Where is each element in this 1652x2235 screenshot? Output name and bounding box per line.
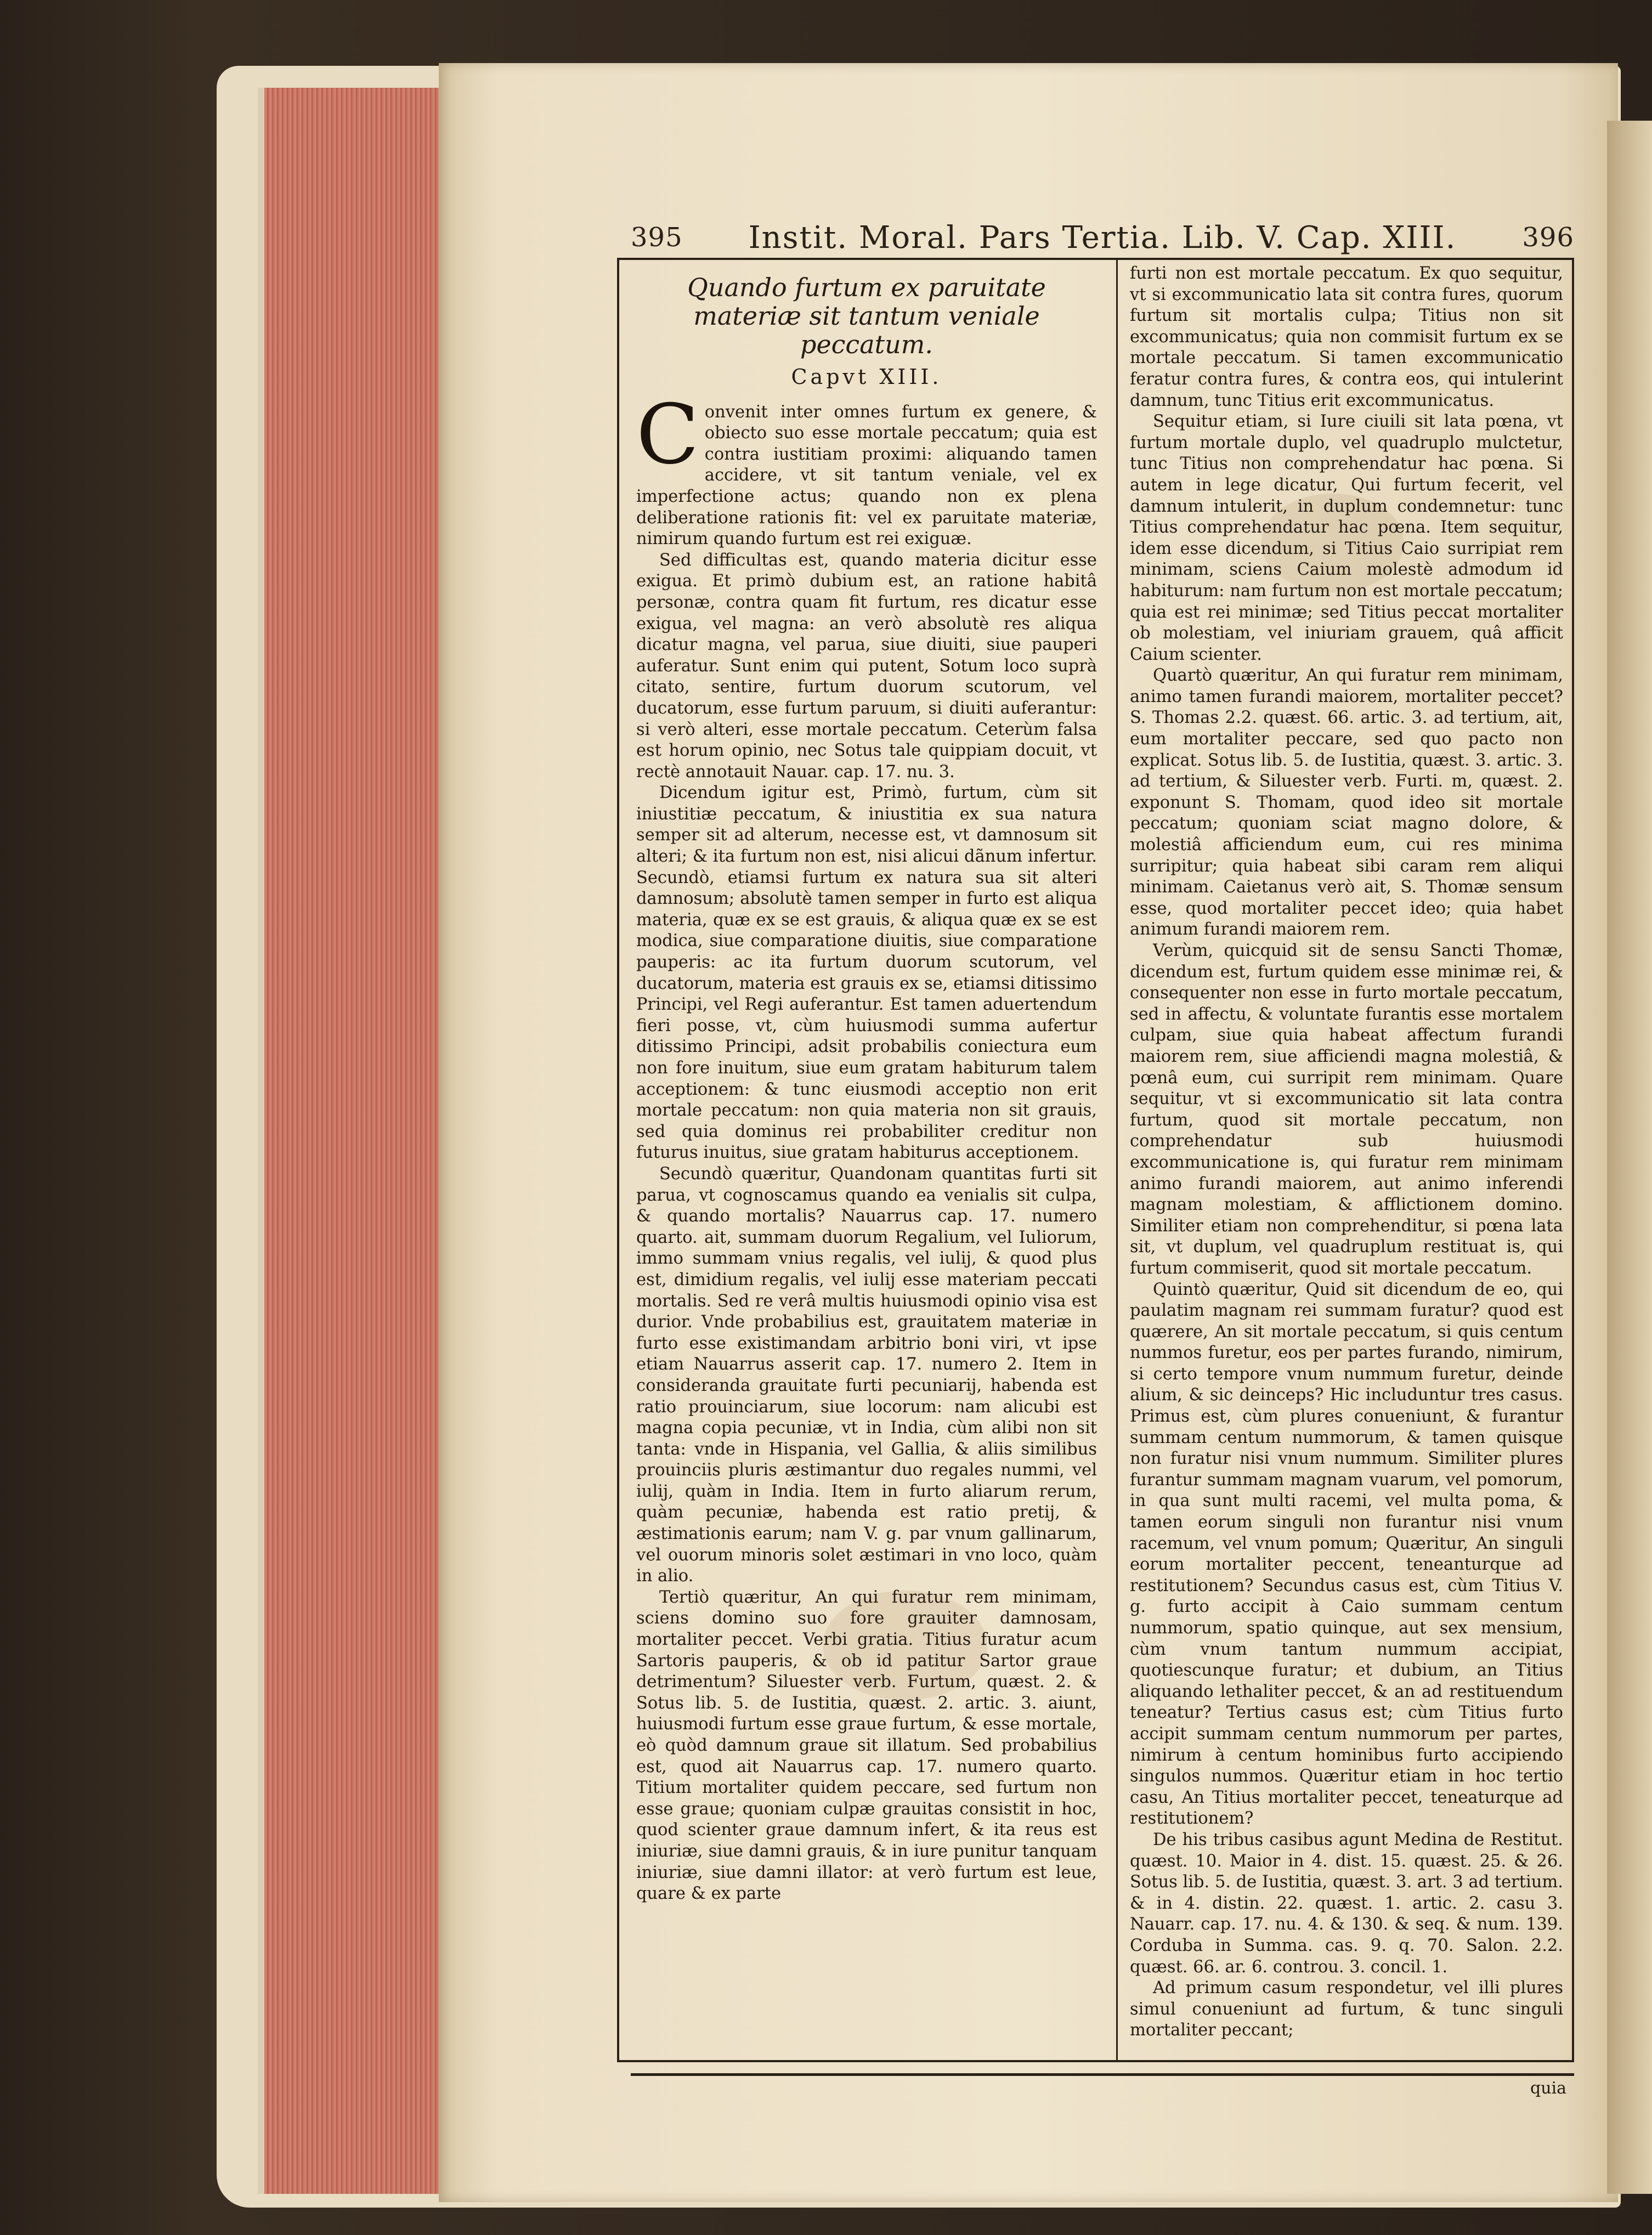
right-column xyxy=(1130,263,1563,2041)
opening-paragraph xyxy=(636,387,1097,550)
running-title: Instit. Moral. Pars Tertia. Lib. V. Cap. XIII. xyxy=(748,219,1457,256)
left-column xyxy=(636,263,1097,1905)
chapter-heading: Quando furtum ex paruitate materiæ sit tantum veniale peccatum. xyxy=(687,273,1046,359)
chapter-number: Capvt XIII. xyxy=(791,365,942,389)
paragraph: Secundò quæritur, Quandonam quantitas furti sit parua, vt cognoscamus quando ea venialis sit culpa, & quando mortalis? Nauarrus cap. 17. numero quarto. ait, summam duorum Regalium, vel Iuliorum, immo summam vnius regalis, vel iulij, & quod plus est, dimidium regalis, vel iulij esse materiam peccati mortalis. Sed re verâ multis huiusmodi opinio visa est durior. Vnde probabilius est, grauitatem materiæ in furto esse existimandam arbitrio boni viri, vt ipse etiam Nauarrus asserit cap. 17. numero 2. Item in consideranda grauitate furti pecuniarij, habenda est ratio prouinciarum, siue locorum: nam alicubi est magna copia pecuniæ, vt in India, cùm alibi non sit tanta: vnde in Hispania, vel Gallia, & aliis similibus prouinciis pluris æstimantur duo regales nummi, vel iulij, quàm in India. Item in furto aliarum rerum, quàm pecuniæ, habenda est ratio pretij, & æstimationis earum; nam V. g. par vnum gallinarum, vel ouorum minoris solet æstimari in vno loco, quàm in alio. xyxy=(636,1164,1097,1586)
column-divider xyxy=(1116,258,1118,2062)
left-page-number: 395 xyxy=(631,222,683,253)
paragraph: Quartò quæritur, An qui furatur rem minimam, animo tamen furandi maiorem, mortaliter peccet? S. Thomas 2.2. quæst. 66. artic. 3. ad tertium, ait, eum mortaliter peccare, sed quo pacto non explicat. Sotus lib. 5. de Iustitia, quæst. 3. artic. 3. ad tertium, & Siluester verb. Furti. m, quæst. 2. exponunt S. Thomam, quod ideo sit mortale peccatum; quoniam sciat magno dolore, & molestiâ afficiendum eum, cui res minima surripitur; quia habeat sibi caram rem aliqui minimam. Caietanus verò ait, S. Thomæ sensum esse, quod mortaliter peccet ideo; quia habet animum furandi maiorem rem. xyxy=(1130,666,1563,940)
frame-bottom-rule xyxy=(631,2073,1574,2076)
paragraph: furti non est mortale peccatum. Ex quo sequitur, vt si excommunicatio lata sit contra fures, quorum furtum sit mortalis culpa; Titius non sit excommunicatus; quia non commisit furtum ex se mortale peccatum. Si tamen excommunicatio feratur contra fures, & contra eos, qui intulerint damnum, tunc Titius erit excommunicatus. xyxy=(1130,264,1563,410)
page-edges xyxy=(258,88,456,2194)
paragraph: De his tribus casibus agunt Medina de Restitut. quæst. 10. Maior in 4. dist. 15. quæst. 25. & 26. Sotus lib. 5. de Iustitia, quæst. 3. art. 3 ad tertium. & in 4. distin. 22. quæst. 1. artic. 2. casu 3. Nauarr. cap. 17. nu. 4. & 130. & seq. & num. 139. Corduba in Summa. cas. 9. q. 70. Salon. 2.2. quæst. 66. ar. 6. controu. 3. concil. 1. xyxy=(1130,1830,1563,1977)
opening-text: onvenit inter omnes furtum ex genere, & obiecto suo esse mortale peccatum; quia est contra iustitiam proximi: aliquando tamen accidere, vt sit tantum veniale, vel ex imperfectione actus; quando non ex plena deliberatione rationis fit: vel ex paruitate materiæ, nimirum quando furtum est rei exiguæ. xyxy=(636,402,1097,549)
paragraph: Sed difficultas est, quando materia dicitur esse exigua. Et primò dubium est, an ratione habitâ personæ, contra quam fit furtum, res dicatur esse exigua, vel magna: an verò absolutè res aliqua dicatur magna, vel parua, siue diuiti, siue pauperi auferatur. Sunt enim qui putent, Sotum loco suprà citato, sentire, furtum duorum scutorum, vel ducatorum, esse furtum paruum, si diuiti auferantur: si verò alteri, esse mortale peccatum. Ceterùm falsa est horum opinio, nec Sotus tale quippiam docuit, vt rectè annotauit Nauar. cap. 17. nu. 3. xyxy=(636,550,1097,782)
paragraph: Quintò quæritur, Quid sit dicendum de eo, qui paulatim magnam rei summam furatur? quod est quærere, An sit mortale peccatum, si quis centum nummos furetur, eos per partes furando, nimirum, si certo tempore vnum nummum furetur, deinde alium, & sic deinceps? Hic includuntur tres casus. Primus est, cùm plures conueniunt, & furantur summam centum nummorum, & tamen quisque non furatur nisi vnum nummum. Similiter plures furantur summam magnam vuarum, vel pomorum, in qua sunt multi racemi, vel multa poma, & tamen eorum singuli non furantur nisi vnum racemum, vel vnum pomum; Quæritur, An singuli eorum mortaliter peccent, teneanturque ad restitutionem? Secundus casus est, cùm Titius V. g. furto accipit à Caio summam centum nummorum, spatio quinque, aut sex mensium, cùm vnum tantum nummum accipiat, quotiescunque furatur; et dubium, an Titius aliquando lethaliter peccet, & an ad restituendum teneatur? Tertius casus est; cùm Titius furto accipit summam centum nummorum per partes, nimirum à centum hominibus furto accipiendo singulos nummos. Quæritur etiam in hoc tertio casu, An Titius mortaliter peccet, teneaturque ad restitutionem? xyxy=(1130,1280,1563,1829)
paragraph: Ad primum casum respondetur, vel illi plures simul conueniunt ad furtum, & tunc singuli mortaliter peccant; xyxy=(1130,1978,1563,2040)
paragraph: Dicendum igitur est, Primò, furtum, cùm sit iniustitiæ peccatum, & iniustitia ex sua natura semper sit ad alterum, necesse est, vt damnosum sit alteri; & ita furtum non est, nisi alicui dãnum infertur. Secundò, etiamsi furtum ex natura sua sit alteri damnosum; absolutè tamen semper in furto est aliqua materia, quæ ex se est grauis, & aliqua quæ ex se est modica, siue comparatione diuitis, siue comparatione pauperis: ac ita furtum duorum scutorum, vel ducatorum, materia est grauis ex se, etiamsi ditissimo Principi, vel Regi auferantur. Est tamen aduertendum fieri posse, vt, cùm huiusmodi summa aufertur ditissimo Principi, adsit probabilis coniectura eum non fore inuitum, siue eum gratam habiturum talem acceptionem: & tunc eiusmodi acceptio non erit mortale peccatum: non quia materia non sit grauis, sed quia dominus rei probabiliter creditur non futurus inuitus, siue gratam habiturus acceptionem. xyxy=(636,783,1097,1163)
next-page-edge xyxy=(1607,121,1652,2194)
paragraph: Tertiò quæritur, An qui furatur rem minimam, sciens domino suo fore grauiter damnosam, mortaliter peccet. Verbi gratia. Titius furatur acum Sartoris pauperis, & ob id patitur Sartor graue detrimentum? Siluester verb. Furtum, quæst. 2. & Sotus lib. 5. de Iustitia, quæst. 2. artic. 3. aiunt, huiusmodi furtum esse graue furtum, & esse mortale, eò quòd damnum graue sit illatum. Sed probabilius est, quod ait Nauarrus cap. 17. numero quarto. Titium mortaliter quidem peccare, sed furtum non esse graue; quoniam culpæ grauitas consistit in hoc, quod scienter graue damnum infert, & ita reus est iniuriæ, siue damni grauis, & in iure punitur tanquam iniuriæ, siue damni illator: at verò furtum est leue, quare & ex parte xyxy=(636,1587,1097,1904)
catchword: quia xyxy=(1530,2079,1567,2098)
running-header xyxy=(631,218,1574,257)
right-page-number: 396 xyxy=(1522,222,1574,253)
paragraph: Sequitur etiam, si Iure ciuili sit lata pœna, vt furtum mortale duplo, vel quadruplo mulctetur, tunc Titius non comprehendatur hac pœna. Si autem in lege dicatur, Qui furtum fecerit, vel damnum intulerit, in duplum condemnetur: tunc Titius comprehendatur hac pœna. Item sequitur, idem esse dicendum, si Titius Caio surripiat rem minimam, sciens Caium molestè admodum id habiturum: nam furtum non est mortale peccatum; quia est rei minimæ; sed Titius peccat mortaliter ob molestiam, vel iniuriam grauem, quâ afficit Caium scienter. xyxy=(1130,412,1563,664)
drop-cap: C xyxy=(636,387,699,483)
paragraph: Verùm, quicquid sit de sensu Sancti Thomæ, dicendum est, furtum quidem esse minimæ rei, & consequenter non esse in furto mortale peccatum, sed in affectu, & voluntate furantis esse mortalem culpam, siue quia habeat affectum furandi maiorem rem, siue afficiendi magna molestiâ, & pœnâ eum, cui surripit rem minimam. Quare sequitur, vt si excommunicatio sit lata contra furtum, quod sit mortale peccatum, non comprehendatur sub huiusmodi excommunicatione is, qui furatur rem minimam animo furandi maiorem, aut animo inferendi magnam molestiam, & afflictionem domino. Similiter etiam non comprehenditur, si pœna lata sit, vt duplum, vel quadruplum restituat is, qui furtum commiserit, quod sit mortale peccatum. xyxy=(1130,941,1563,1278)
